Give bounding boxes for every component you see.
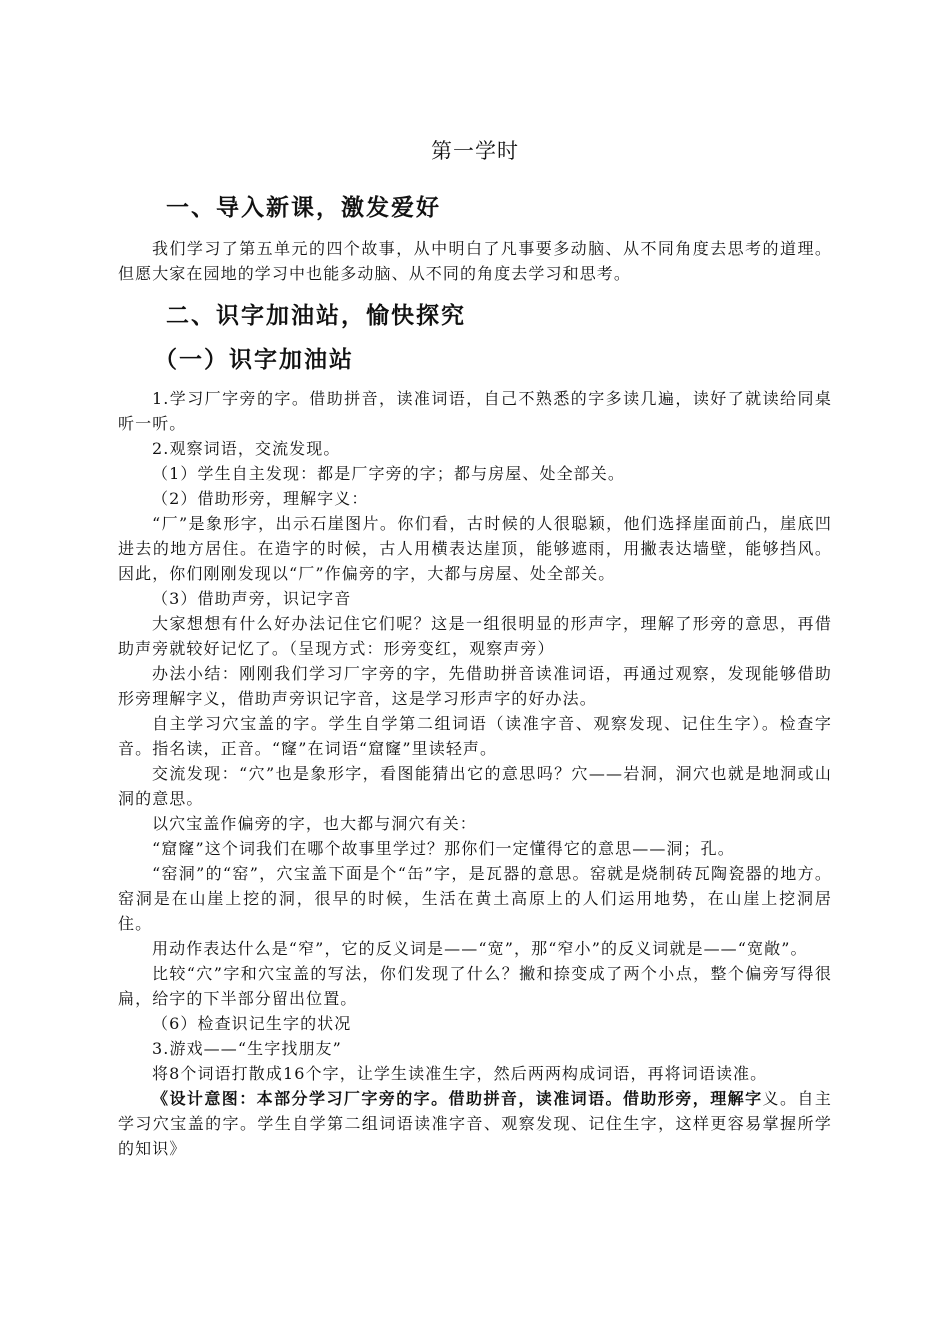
paragraph: 比较“穴”字和穴宝盖的写法，你们发现了什么？撇和捺变成了两个小点，整个偏旁写得很扁，给字的下半部分留出位置。 [118,964,832,1008]
paragraph: （2）借助形旁，理解字义： [152,489,369,508]
paragraph: “厂”是象形字，出示石崖图片。你们看，古时候的人很聪颖，他们选择崖面前凸，崖底凹进去的地方居住。在造字的时候，古人用横表达崖顶，能够遮雨，用撇表达墙壁，能够挡风。因此，你们刚刚发现以“厂”作偏旁的字，大都与房屋、处全部关。 [118,514,832,583]
design-intent-bold: 《设计意图：本部分学习厂字旁的字。借助拼音，读准词语。借助形旁，理解字 [152,1089,763,1108]
paragraph: 办法小结：刚刚我们学习厂字旁的字，先借助拼音读准词语，再通过观察，发现能够借助形旁理解字义，借助声旁识记字音，这是学习形声字的好办法。 [118,664,832,708]
subsection-heading: （一）识字加油站 [154,347,354,373]
paragraph: 将8个词语打散成16个字，让学生读准生字，然后两两构成词语，再将词语读准。 [152,1064,768,1083]
intro-paragraph: 我们学习了第五单元的四个故事，从中明白了凡事要多动脑、从不同角度去思考的道理。但愿大家在园地的学习中也能多动脑、从不同的角度去学习和思考。 [118,239,832,283]
paragraph: （3）借助声旁，识记字音 [152,589,352,608]
design-intent-rest: 义。自主学习穴宝盖的字。学生自学第二组词语读准字音、观察发现、记住生字，这样更容易掌握所学的知识》 [118,1089,832,1158]
paragraph: （6）检查识记生字的状况 [152,1014,352,1033]
paragraph: 自主学习穴宝盖的字。学生自学第二组词语（读准字音、观察发现、记住生字）。检查字音。指名读，正音。“窿”在词语“窟窿”里读轻声。 [118,714,832,758]
paragraph: 2.观察词语，交流发现。 [152,439,341,458]
section-heading-literacy: 二、识字加油站，愉快探究 [166,303,466,329]
paragraph: “窟窿”这个词我们在哪个故事里学过？那你们一定懂得它的意思——洞；孔。 [152,839,735,858]
page-title: 第一学时 [431,139,519,163]
paragraph: （1）学生自主发现：都是厂字旁的字；都与房屋、处全部关。 [152,464,625,483]
paragraph: 用动作表达什么是“窄”，它的反义词是——“宽”，那“窄小”的反义词就是——“宽敞”。 [152,939,808,958]
section-heading-intro: 一、导入新课，激发爱好 [166,195,441,221]
paragraph: 交流发现：“穴”也是象形字，看图能猜出它的意思吗？穴——岩洞，洞穴也就是地洞或山洞的意思。 [118,764,832,808]
paragraph: 3.游戏——“生字找朋友” [152,1039,342,1058]
design-intent-paragraph [118,1086,832,1161]
paragraph: “窑洞”的“窑”，穴宝盖下面是个“缶”字，是瓦器的意思。窑就是烧制砖瓦陶瓷器的地方。窑洞是在山崖上挖的洞，很早的时候，生活在黄土高原上的人们运用地势，在山崖上挖洞居住。 [118,864,832,933]
paragraph: 以穴宝盖作偏旁的字，也大都与洞穴有关： [152,814,477,833]
paragraph: 大家想想有什么好办法记住它们呢？这是一组很明显的形声字，理解了形旁的意思，再借助声旁就较好记忆了。（呈现方式：形旁变红，观察声旁） [118,614,832,658]
paragraph: 1.学习厂字旁的字。借助拼音，读准词语，自己不熟悉的字多读几遍，读好了就读给同桌听一听。 [118,389,832,433]
